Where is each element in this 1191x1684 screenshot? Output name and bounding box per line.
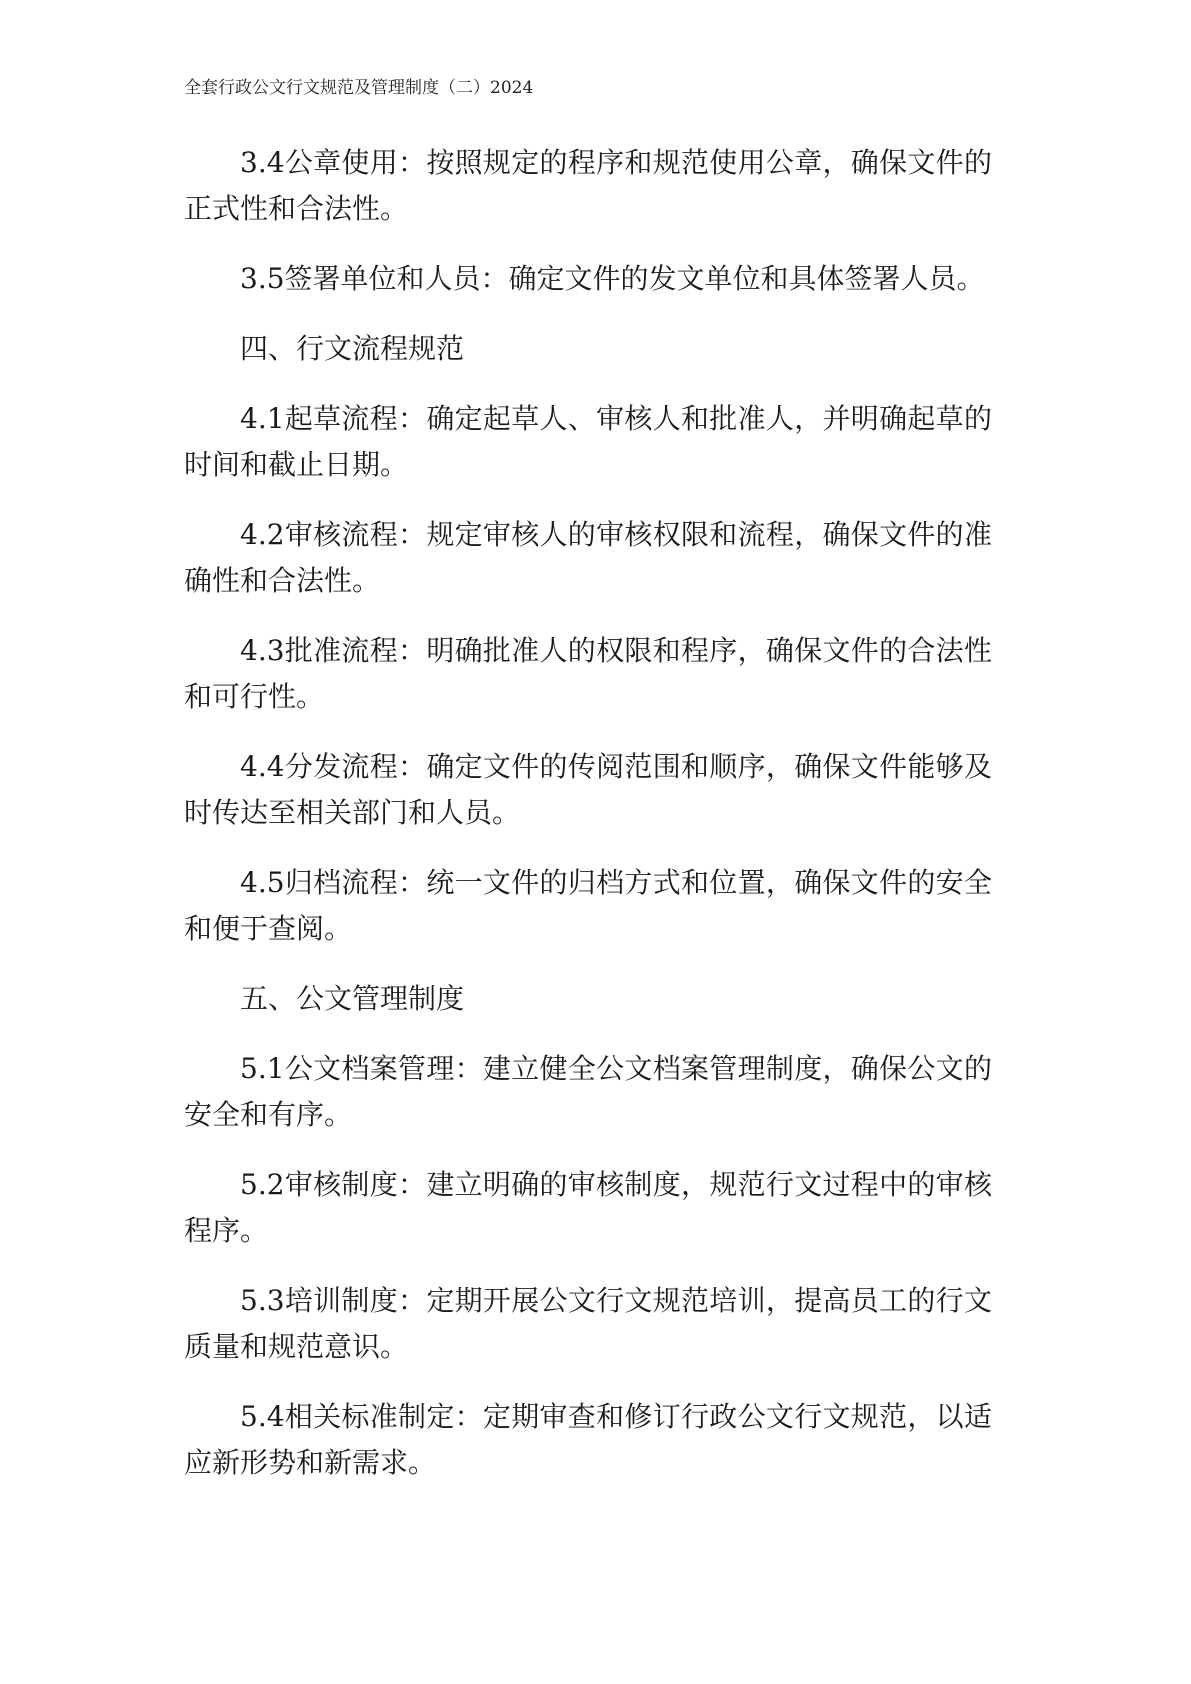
paragraph-3-5: 3.5签署单位和人员：确定文件的发文单位和具体签署人员。 (240, 262, 985, 295)
page-header: 全套行政公文行文规范及管理制度（二）2024 (184, 78, 534, 98)
paragraph-5-3: 5.3培训制度：定期开展公文行文规范培训，提高员工的行文质量和规范意识。 (184, 1284, 992, 1363)
paragraph-4-5: 4.5归档流程：统一文件的归档方式和位置，确保文件的安全和便于查阅。 (184, 866, 992, 945)
document-body (184, 140, 992, 1510)
paragraph-3-4: 3.4公章使用：按照规定的程序和规范使用公章，确保文件的正式性和合法性。 (184, 146, 992, 225)
section-heading-5: 五、公文管理制度 (240, 982, 465, 1015)
paragraph-4-1: 4.1起草流程：确定起草人、审核人和批准人，并明确起草的时间和截止日期。 (184, 402, 992, 481)
paragraph-5-1: 5.1公文档案管理：建立健全公文档案管理制度，确保公文的安全和有序。 (184, 1052, 992, 1131)
paragraph-5-2: 5.2审核制度：建立明确的审核制度，规范行文过程中的审核程序。 (184, 1168, 992, 1247)
paragraph-4-4: 4.4分发流程：确定文件的传阅范围和顺序，确保文件能够及时传达至相关部门和人员。 (184, 750, 992, 829)
paragraph-5-4: 5.4相关标准制定：定期审查和修订行政公文行文规范，以适应新形势和新需求。 (184, 1400, 992, 1479)
section-heading-4: 四、行文流程规范 (240, 332, 465, 365)
paragraph-4-3: 4.3批准流程：明确批准人的权限和程序，确保文件的合法性和可行性。 (184, 634, 992, 713)
paragraph-4-2: 4.2审核流程：规定审核人的审核权限和流程，确保文件的准确性和合法性。 (184, 518, 992, 597)
